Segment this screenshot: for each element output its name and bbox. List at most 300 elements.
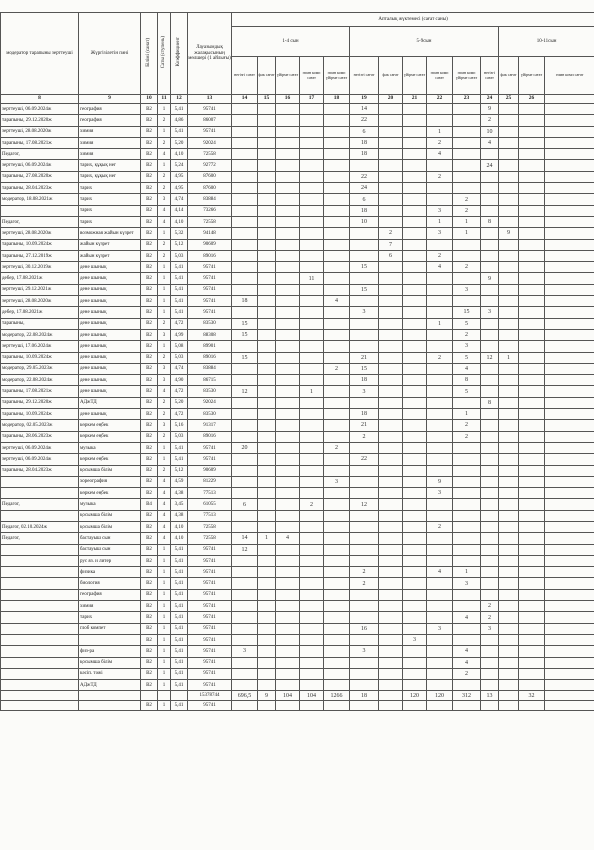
table-cell [258,567,276,578]
table-cell [300,567,324,578]
table-cell: бастауыш сын [79,544,141,555]
table-cell [545,228,594,239]
table-cell [403,431,427,442]
table-cell [300,601,324,612]
column-number: 8 [1,95,79,104]
table-row [1,228,594,239]
table-cell [258,149,276,160]
table-cell [427,296,453,307]
table-cell [499,409,519,420]
table-cell [324,589,350,600]
table-cell: 9 [481,273,499,284]
table-cell: 104 [276,691,300,701]
group-1-4-header: 1-4 сын [232,27,350,57]
table-cell [403,701,427,711]
table-cell [499,397,519,408]
table-cell: зерттеуші, 06.09.2024ж [1,104,79,115]
table-cell [403,409,427,420]
table-cell [276,544,300,555]
table-cell [545,465,594,476]
table-row [1,239,594,250]
table-cell [1,691,79,701]
table-cell [519,250,545,261]
table-cell [258,126,276,137]
table-row [1,601,594,612]
table-cell [258,397,276,408]
table-cell: 95741 [188,612,232,623]
table-cell: 4,95 [171,171,188,182]
table-cell [324,386,350,397]
table-cell: тарапыны, [1,318,79,329]
table-cell [232,476,258,487]
table-cell: дене шынық [79,375,141,386]
table-cell [403,601,427,612]
table-cell [519,160,545,171]
table-cell [519,431,545,442]
table-cell: 4 [276,533,300,544]
table-cell [324,533,350,544]
table-cell [403,205,427,216]
table-cell [232,126,258,137]
table-cell [481,318,499,329]
table-cell: В2 [141,420,158,431]
table-cell [519,634,545,645]
table-cell: 4 [481,137,499,148]
table-cell: 1 [158,555,171,566]
table-cell: дене шынық [79,284,141,295]
table-cell: В2 [141,273,158,284]
table-cell [276,476,300,487]
table-cell [276,194,300,205]
table-cell [258,341,276,352]
table-cell: 12 [232,544,258,555]
table-cell [481,589,499,600]
table-cell [324,115,350,126]
table-cell [545,375,594,386]
table-cell [545,363,594,374]
table-cell [276,160,300,171]
table-cell [427,668,453,679]
table-cell [499,375,519,386]
table-cell: 1 [158,442,171,453]
table-cell: В2 [141,375,158,386]
table-cell: 95741 [188,701,232,711]
table-cell: тарих [79,194,141,205]
table-cell: 95741 [188,296,232,307]
table-cell [519,216,545,227]
table-cell [1,646,79,657]
table-cell: В2 [141,137,158,148]
table-cell: 1 [158,567,171,578]
column-number: 18 [324,95,350,104]
table-cell [499,160,519,171]
table-cell [499,544,519,555]
table-cell: 2 [158,250,171,261]
table-cell [300,431,324,442]
table-cell: 72558 [188,521,232,532]
table-cell [350,341,379,352]
table-cell [403,375,427,386]
totals-row [1,691,594,701]
table-cell: 89901 [188,341,232,352]
table-cell [350,544,379,555]
table-cell [519,284,545,295]
table-cell [379,363,403,374]
table-cell [427,329,453,340]
table-cell [499,171,519,182]
table-cell [545,104,594,115]
table-cell [379,510,403,521]
table-cell: 2 [350,567,379,578]
table-cell [232,228,258,239]
table-cell: 5 [453,352,481,363]
table-cell [232,521,258,532]
table-cell [427,194,453,205]
table-cell: 2 [158,183,171,194]
table-cell [1,544,79,555]
table-cell [545,318,594,329]
table-cell: 1 [453,567,481,578]
table-cell [379,126,403,137]
table-cell: дебер, 17.08.2021ж [1,273,79,284]
table-cell [276,341,300,352]
table-cell [258,578,276,589]
table-cell [403,420,427,431]
table-cell [1,634,79,645]
table-cell: 90609 [188,239,232,250]
table-cell: 81229 [188,476,232,487]
sub-header: гимн комп сағат [300,57,324,95]
table-cell [499,657,519,668]
column-number: 16 [276,95,300,104]
table-cell [258,544,276,555]
table-cell: 2 [324,442,350,453]
table-cell [427,465,453,476]
table-cell [379,216,403,227]
table-cell [258,363,276,374]
table-cell [519,239,545,250]
table-row [1,409,594,420]
table-cell [300,194,324,205]
table-cell: 4 [158,499,171,510]
table-cell [79,701,141,711]
table-cell [545,521,594,532]
table-cell [258,420,276,431]
table-cell [499,104,519,115]
table-cell [276,420,300,431]
table-cell: 2 [427,250,453,261]
table-cell [258,160,276,171]
table-cell [258,171,276,182]
table-cell [232,137,258,148]
table-cell: 5,41 [171,567,188,578]
table-cell: 77513 [188,488,232,499]
table-cell [403,499,427,510]
table-cell: В2 [141,476,158,487]
table-cell [1,701,79,711]
table-cell: АДжТД [79,397,141,408]
table-cell [427,363,453,374]
table-cell: 88308 [188,329,232,340]
table-cell [232,171,258,182]
table-cell [379,476,403,487]
table-cell: В2 [141,262,158,273]
table-cell: 5 [453,386,481,397]
table-cell [499,488,519,499]
table-cell [350,589,379,600]
table-cell [232,262,258,273]
table-cell [499,216,519,227]
table-cell [232,623,258,634]
table-cell [300,126,324,137]
education-header: Білімі (санат) [141,13,158,95]
table-cell [545,341,594,352]
table-cell: биология [79,578,141,589]
table-cell: дене шынық [79,329,141,340]
table-row [1,510,594,521]
table-cell [519,205,545,216]
table-cell [427,601,453,612]
table-cell [350,476,379,487]
table-cell: 1 [158,104,171,115]
table-cell [403,555,427,566]
table-cell: 3 [481,623,499,634]
table-cell [300,352,324,363]
subject-header: Жүргiзiлетiн пәнi [79,13,141,95]
table-cell [499,476,519,487]
table-cell [545,171,594,182]
table-cell: 86007 [188,115,232,126]
table-cell: 86715 [188,375,232,386]
table-cell: 1 [300,386,324,397]
table-cell: 3 [427,623,453,634]
table-cell [519,318,545,329]
table-cell [258,442,276,453]
table-cell: 77513 [188,510,232,521]
table-cell [379,465,403,476]
table-cell [232,397,258,408]
table-cell [519,488,545,499]
table-cell [379,567,403,578]
table-cell [519,601,545,612]
table-cell: көркем еңбек [79,454,141,465]
column-number: 26 [519,95,545,104]
table-cell [300,307,324,318]
table-cell: 3,45 [171,499,188,510]
sub-header: негiзгi сағат [481,57,499,95]
table-cell [276,668,300,679]
table-cell [481,521,499,532]
table-cell: В2 [141,544,158,555]
table-cell: 15 [232,352,258,363]
table-cell [519,657,545,668]
table-cell [300,363,324,374]
table-cell [427,341,453,352]
table-cell [1,657,79,668]
table-cell: модератор, 22.08.2024ж [1,375,79,386]
table-cell: 4,38 [171,510,188,521]
table-cell: 14 [350,104,379,115]
table-cell [481,657,499,668]
table-cell [1,567,79,578]
table-cell: 4,59 [171,476,188,487]
table-cell [324,149,350,160]
table-row [1,329,594,340]
table-cell: В2 [141,239,158,250]
table-cell: 5,41 [171,273,188,284]
table-cell: 1 [158,668,171,679]
table-cell [300,341,324,352]
table-cell [427,397,453,408]
table-cell: В2 [141,296,158,307]
table-cell [300,510,324,521]
table-cell: 1 [158,228,171,239]
table-cell: 1 [158,341,171,352]
table-cell: 95741 [188,657,232,668]
table-cell [499,239,519,250]
table-cell [324,318,350,329]
table-cell [300,680,324,691]
table-cell: 21 [350,420,379,431]
table-cell: 18 [350,409,379,420]
table-cell [350,228,379,239]
table-cell: химия [79,149,141,160]
table-cell: 5,20 [171,137,188,148]
table-cell [519,442,545,453]
table-cell [324,623,350,634]
table-cell: 15 [232,329,258,340]
table-cell [519,544,545,555]
table-cell [276,262,300,273]
table-cell [324,646,350,657]
table-cell [258,273,276,284]
table-cell [276,296,300,307]
table-cell [499,183,519,194]
table-cell: химия [79,137,141,148]
table-cell [379,104,403,115]
column-number: 13 [188,95,232,104]
table-cell [499,555,519,566]
table-cell: 2 [158,137,171,148]
table-cell: 1266 [324,691,350,701]
column-number: 19 [350,95,379,104]
table-cell: 12 [481,352,499,363]
table-cell [545,567,594,578]
table-cell [379,680,403,691]
table-cell [499,646,519,657]
table-row [1,612,594,623]
table-cell [403,521,427,532]
table-cell [519,420,545,431]
table-cell: 15 [350,284,379,295]
table-cell: 95741 [188,589,232,600]
table-cell [232,668,258,679]
table-cell [403,307,427,318]
table-cell: 92772 [188,160,232,171]
table-cell: 4,72 [171,318,188,329]
table-cell: В2 [141,567,158,578]
table-cell [403,104,427,115]
table-cell: 7 [379,239,403,250]
table-cell [1,488,79,499]
table-cell: 2 [453,668,481,679]
table-cell [258,194,276,205]
table-cell: 5,16 [171,420,188,431]
table-cell: 4,10 [171,149,188,160]
table-cell [545,273,594,284]
table-cell [403,363,427,374]
table-cell: 3 [427,205,453,216]
table-cell [545,488,594,499]
table-cell [379,499,403,510]
workload-table [0,12,594,711]
table-cell: 5,32 [171,228,188,239]
table-cell [403,239,427,250]
table-cell [403,171,427,182]
table-cell: 4 [158,386,171,397]
table-cell [258,510,276,521]
table-row [1,363,594,374]
table-cell: 2 [158,239,171,250]
table-cell: 2 [324,363,350,374]
table-cell: физ-ра [79,646,141,657]
table-cell [453,126,481,137]
table-row [1,623,594,634]
table-cell [453,555,481,566]
table-cell: Педагог, [1,216,79,227]
table-cell [276,409,300,420]
table-cell [379,397,403,408]
table-cell [499,567,519,578]
table-cell: 95741 [188,680,232,691]
table-cell: 9 [258,691,276,701]
table-cell [519,307,545,318]
table-cell [499,680,519,691]
table-cell [276,589,300,600]
table-cell: Педагог, 02.10.2024ж [1,521,79,532]
table-cell [276,510,300,521]
coefficient-header: Коэффициент [171,13,188,95]
table-cell [276,273,300,284]
table-cell: қосымша білім [79,521,141,532]
table-cell: В2 [141,701,158,711]
table-row [1,296,594,307]
table-cell [232,149,258,160]
column-number-row [1,95,594,104]
table-cell [300,171,324,182]
table-cell [427,375,453,386]
table-cell [519,183,545,194]
table-cell [276,228,300,239]
sub-header: үйірме сағат [403,57,427,95]
table-cell: Педагог, [1,149,79,160]
moderator-header: модератор тарапыны зерттеушi [1,13,79,95]
table-cell [258,205,276,216]
column-number: 11 [158,95,171,104]
table-cell: 95741 [188,567,232,578]
table-cell: 3 [158,420,171,431]
table-cell: зерттеуші, 06.09.2024ж [1,160,79,171]
table-cell [350,250,379,261]
table-cell: 3 [232,646,258,657]
table-cell [350,634,379,645]
table-cell [379,307,403,318]
table-cell [427,544,453,555]
table-cell [519,465,545,476]
table-cell: тарапыны, 28.04.2023ж [1,183,79,194]
table-cell: 5,03 [171,431,188,442]
table-cell [453,160,481,171]
